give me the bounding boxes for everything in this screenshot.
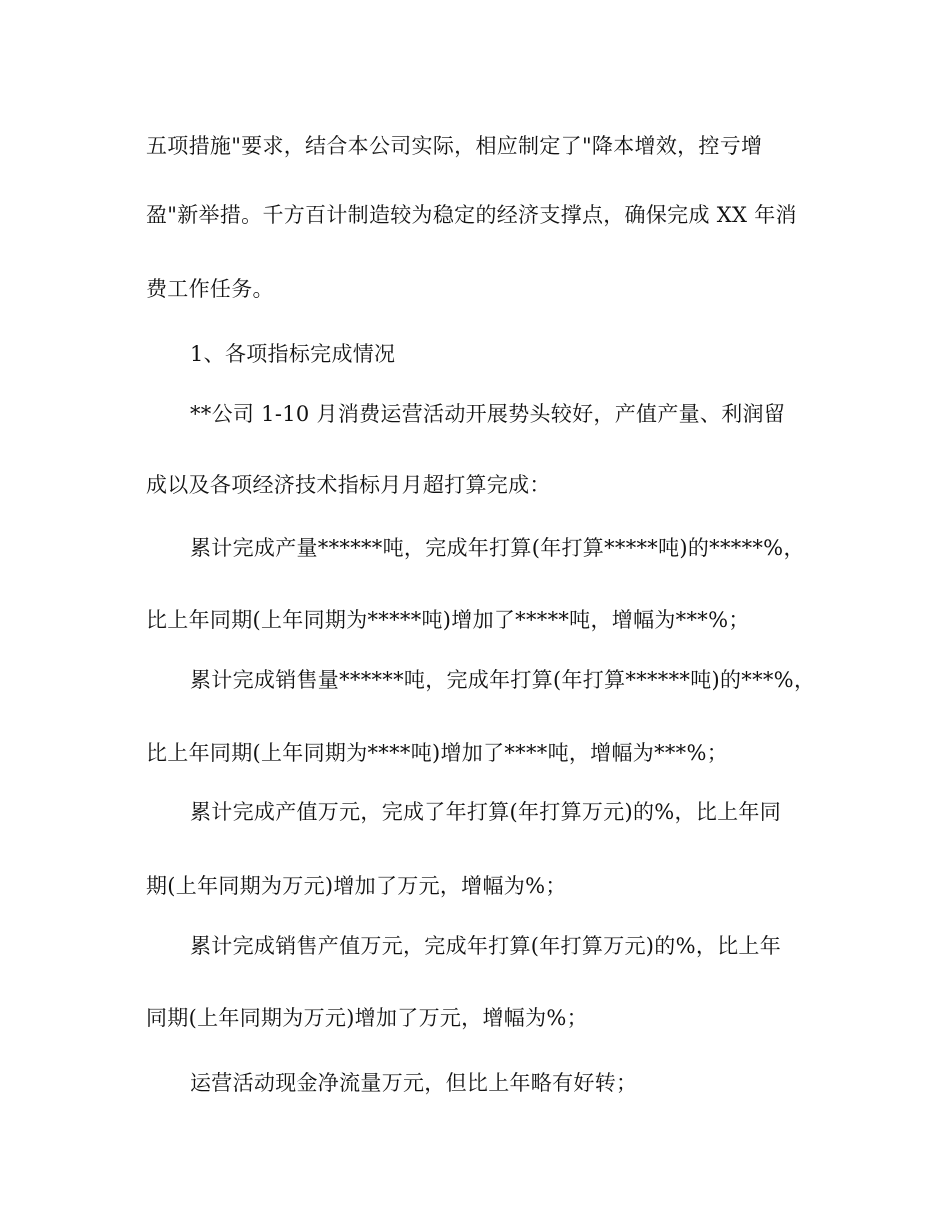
paragraph-line: 累计完成产量******吨，完成年打算(年打算*****吨)的*****%， [190,536,805,560]
paragraph-line: 期(上年同期为万元)增加了万元，增幅为%； [146,874,567,898]
paragraph-line: 累计完成销售产值万元，完成年打算(年打算万元)的%，比上年 [190,934,782,958]
paragraph-line: 比上年同期(上年同期为*****吨)增加了*****吨，增幅为***%； [146,608,750,632]
paragraph-line: 成以及各项经济技术指标月月超打算完成： [146,473,551,497]
paragraph-line: 同期(上年同期为万元)增加了万元，增幅为%； [146,1006,588,1030]
paragraph-line: 运营活动现金净流量万元，但比上年略有好转； [190,1071,638,1095]
paragraph-line: 累计完成产值万元，完成了年打算(年打算万元)的%，比上年同 [190,800,782,824]
paragraph-line: 费工作任务。 [146,277,274,301]
paragraph-line: 五项措施"要求，结合本公司实际，相应制定了"降本增效，控亏增 [146,134,763,158]
section-heading: 1、各项指标完成情况 [190,342,396,366]
paragraph-line: **公司 1-10 月消费运营活动开展势头较好，产值产量、利润留 [190,402,786,426]
paragraph-line: 盈"新举措。千方百计制造较为稳定的经济支撑点，确保完成 XX 年消 [146,203,797,227]
paragraph-line: 累计完成销售量******吨，完成年打算(年打算******吨)的***%， [190,668,816,692]
paragraph-line: 比上年同期(上年同期为****吨)增加了****吨，增幅为***%； [146,741,729,765]
